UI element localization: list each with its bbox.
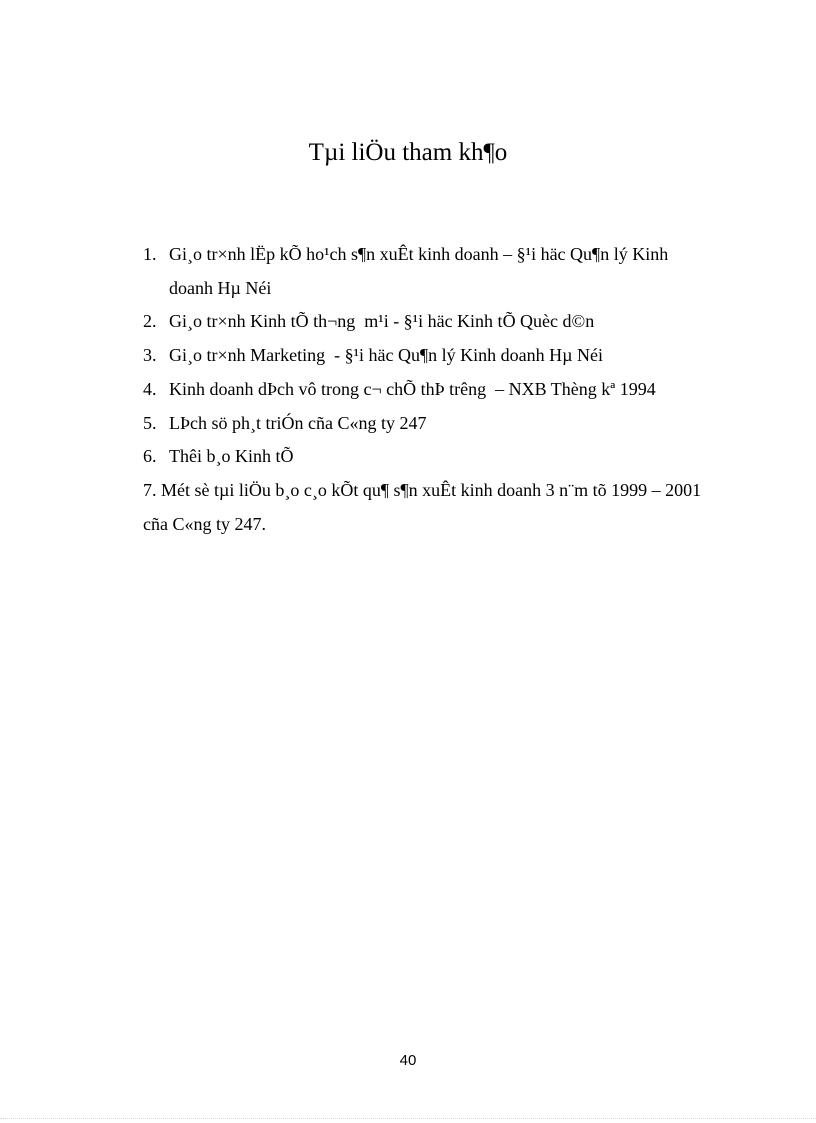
reference-number: 2.	[143, 311, 157, 332]
reference-text: LÞch sö ph¸t triÓn cña C«ng ty 247	[169, 412, 427, 433]
reference-item	[143, 339, 703, 373]
reference-text: Gi¸o tr×nh Kinh tÕ th¬ng m¹i - §¹i häc Kinh tÕ Quèc d©n	[169, 311, 595, 332]
reference-item	[143, 440, 703, 474]
reference-item	[143, 407, 703, 441]
reference-text: Gi¸o tr×nh lËp kÕ ho¹ch s¶n xuÊt kinh doanh – §¹i häc Qu¶n lý Kinh doanh Hµ Néi	[169, 244, 673, 298]
reference-item	[143, 305, 703, 339]
reference-text: Thêi b¸o Kinh tÕ	[169, 446, 294, 467]
reference-text: Kinh doanh dÞch vô trong c¬ chÕ thÞ trêng – NXB Thèng kª 1994	[169, 378, 656, 399]
reference-number: 6.	[143, 446, 157, 467]
page-number: 40	[399, 1052, 417, 1069]
reference-text: Gi¸o tr×nh Marketing - §¹i häc Qu¶n lý Kinh doanh Hµ Néi	[169, 345, 603, 366]
page-bottom-divider	[0, 1118, 816, 1119]
reference-item	[143, 373, 703, 407]
reference-item	[143, 238, 703, 305]
page-title: Tµi liÖu tham kh¶o	[308, 139, 508, 166]
reference-number: 5.	[143, 412, 157, 433]
reference-number: 3.	[143, 345, 157, 366]
reference-list	[143, 238, 706, 541]
reference-number: 1.	[143, 244, 157, 264]
reference-item-last: 7. Mét sè tµi liÖu b¸o c¸o kÕt qu¶ s¶n xuÊt kinh doanh 3 n¨m tõ 1999 – 2001 cña C«ng ty 247.	[143, 479, 706, 534]
reference-number: 4.	[143, 378, 157, 399]
